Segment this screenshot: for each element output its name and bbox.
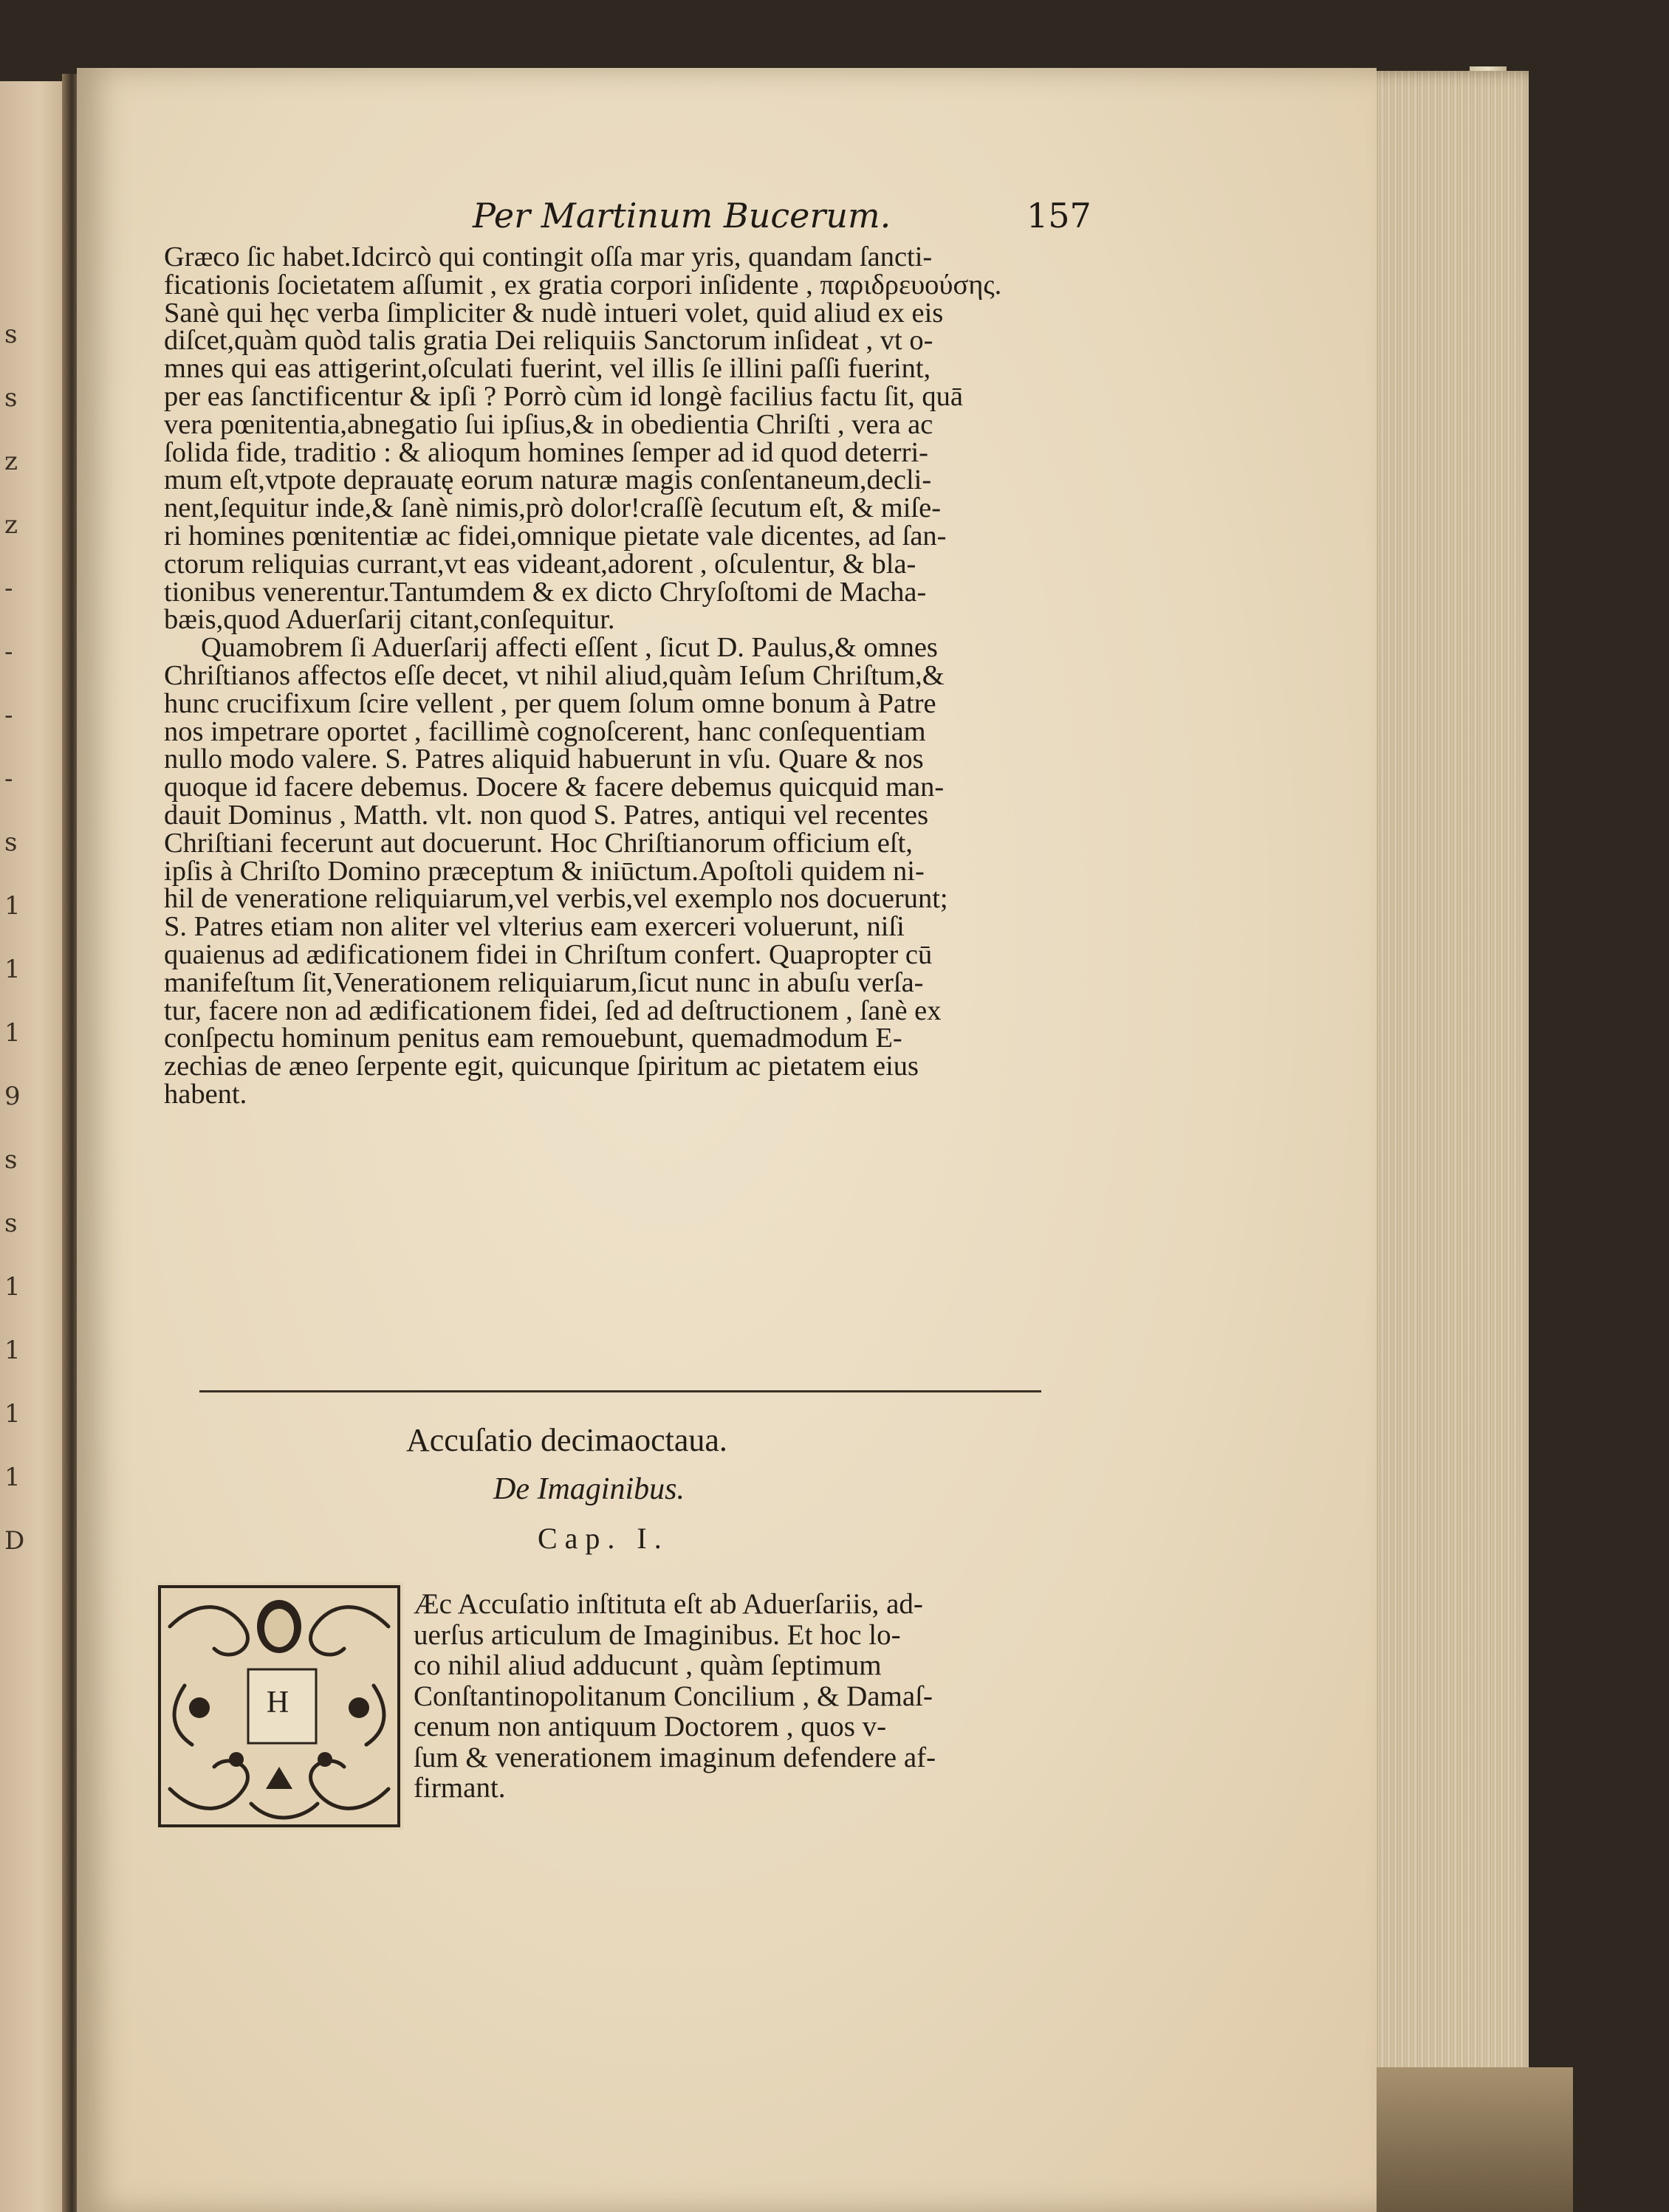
margin-letter: z bbox=[4, 510, 18, 540]
text-line: ficationis ſocietatem aſſumit , ex gratia corpori inſidente , παριδρευούσης. bbox=[164, 269, 1002, 300]
margin-letter: 9 bbox=[4, 1082, 21, 1111]
chapter-text bbox=[414, 1589, 1078, 1804]
margin-letter: 1 bbox=[4, 1336, 21, 1365]
text-line: nullo modo valere. S. Patres aliquid habuerunt in vſu. Quare & nos bbox=[164, 743, 924, 775]
text-line: tionibus venerentur.Tantumdem & ex dicto Chryſoſtomi de Macha- bbox=[164, 576, 927, 608]
margin-letter: s bbox=[4, 383, 18, 413]
margin-letter: 1 bbox=[4, 891, 21, 921]
text-line: Chriſtiani fecerunt aut docuerunt. Hoc Chriſtianorum officium eſt, bbox=[164, 827, 913, 859]
text-line: Sanè qui hęc verba ſimpliciter & nudè intueri volet, quid aliud ex eis bbox=[164, 297, 944, 329]
margin-letter: 1 bbox=[4, 1399, 21, 1429]
text-line: ſum & venerationem imaginum defendere af- bbox=[414, 1741, 936, 1773]
text-line: quoque id facere debemus. Docere & facere debemus quicquid man- bbox=[164, 772, 945, 803]
text-line: hunc crucifixum ſcire vellent , per quem ſolum omne bonum à Patre bbox=[164, 687, 936, 719]
book-cover-edge bbox=[1351, 2067, 1573, 2212]
text-line: bæis,quod Aduerſarij citant,conſequitur. bbox=[164, 604, 615, 636]
text-line: uerſus articulum de Imaginibus. Et hoc lo- bbox=[414, 1618, 901, 1651]
paragraph-2 bbox=[164, 634, 1080, 1109]
text-line: mum eſt,vtpote deprauatę eorum naturæ magis conſentaneum,decli- bbox=[164, 464, 932, 496]
margin-letter: s bbox=[4, 828, 18, 857]
page-block-fore-edge bbox=[1351, 71, 1529, 2212]
text-line: Æc Accuſatio inſtituta eſt ab Aduerſariis, ad- bbox=[414, 1588, 923, 1620]
text-line: quaienus ad ædificationem fidei in Chriſtum confert. Quapropter cū bbox=[164, 938, 933, 970]
margin-letter: s bbox=[4, 1145, 18, 1175]
section-rule bbox=[199, 1390, 1041, 1392]
left-page-margin-letters bbox=[4, 303, 27, 1573]
margin-letter: - bbox=[4, 637, 13, 667]
left-page-edge bbox=[0, 81, 65, 2212]
section-heading: Accuſatio decimaoctaua. bbox=[406, 1422, 727, 1458]
margin-letter: 1 bbox=[4, 1018, 21, 1048]
text-line: diſcet,quàm quòd talis gratia Dei reliquiis Sanctorum inſideat , vt o- bbox=[164, 325, 933, 357]
text-line: Conſtantinopolitanum Concilium , & Damaſ- bbox=[414, 1680, 933, 1712]
gutter bbox=[62, 74, 78, 2212]
body-text bbox=[164, 241, 1080, 1110]
margin-letter: 1 bbox=[4, 1272, 21, 1302]
text-line: ri homines pœnitentiæ ac fidei,omnique pietate vale dicentes, ad ſan- bbox=[164, 520, 947, 552]
initial-letter: H bbox=[266, 1686, 289, 1720]
text-line: S. Patres etiam non aliter vel vlterius eam exerceri voluerunt, niſi bbox=[164, 911, 905, 943]
text-line: co nihil aliud adducunt , quàm ſeptimum bbox=[414, 1649, 882, 1681]
text-line: ipſis à Chriſto Domino præceptum & iniūctum.Apoſtoli quidem ni- bbox=[164, 855, 925, 887]
text-line: ctorum reliquias currant,vt eas videant,adorent , oſculentur, & bla- bbox=[164, 548, 916, 580]
text-line: vera pœnitentia,abnegatio ſui ipſius,& in obedientia Chriſti , vera ac bbox=[164, 408, 933, 440]
text-line: hil de veneratione reliquiarum,vel verbis,vel exemplo nos docuerunt; bbox=[164, 883, 948, 915]
text-line: ſolida fide, traditio : & alioqum homines ſemper ad id quod deterri- bbox=[164, 436, 928, 468]
margin-letter: D bbox=[4, 1526, 25, 1556]
margin-letter: - bbox=[4, 701, 13, 730]
page-number: 157 bbox=[1027, 196, 1091, 236]
section-subheading: De Imaginibus. bbox=[493, 1472, 685, 1506]
text-line: Chriſtianos affectos eſſe decet, vt nihil aliud,quàm Ieſum Chriſtum,& bbox=[164, 659, 945, 691]
margin-letter: - bbox=[4, 764, 13, 794]
text-line: firmant. bbox=[414, 1772, 506, 1804]
margin-letter: 1 bbox=[4, 1463, 21, 1492]
text-line: tur, facere non ad ædificationem fidei, ſed ad deſtructionem , ſanè ex bbox=[164, 995, 942, 1026]
text-line: habent. bbox=[164, 1078, 247, 1110]
text-line: Quamobrem ſi Aduerſarij affecti eſſent , ſicut D. Paulus,& omnes bbox=[201, 632, 938, 664]
text-line: mnes qui eas attigerint,oſculati fuerint, vel illis ſe illini paſſi fuerint, bbox=[164, 353, 931, 385]
margin-letter: - bbox=[4, 574, 13, 603]
decorated-initial bbox=[155, 1582, 403, 1830]
running-head-title: Per Martinum Bucerum. bbox=[473, 196, 891, 236]
paragraph-1 bbox=[164, 241, 1080, 636]
text-line: nent,ſequitur inde,& ſanè nimis,prò dolor!craſſè ſecutum eſt, & miſe- bbox=[164, 492, 942, 524]
text-line: dauit Dominus , Matth. vlt. non quod S. Patres, antiqui vel recentes bbox=[164, 799, 929, 831]
text-line: zechias de æneo ſerpente egit, quicunque ſpiritum ac pietatem eius bbox=[164, 1051, 919, 1082]
chapter-number: Cap. I. bbox=[538, 1522, 669, 1555]
margin-letter: s bbox=[4, 320, 18, 349]
text-line: conſpectu hominum penitus eam remouebunt, quemadmodum E- bbox=[164, 1023, 902, 1054]
text-line: cenum non antiquum Doctorem , quos v- bbox=[414, 1711, 887, 1742]
running-head bbox=[310, 196, 1123, 240]
text-line: nos impetrare oportet , facillimè cognoſcerent, hanc conſequentiam bbox=[164, 715, 926, 747]
margin-letter: s bbox=[4, 1209, 18, 1238]
text-line: per eas ſanctificentur & ipſi ? Porrò cùm id longè facilius factu ſit, quā bbox=[164, 380, 963, 412]
text-line: Græco ſic habet.Idcircò qui contingit oſſa mar yris, quandam ſancti- bbox=[164, 241, 933, 272]
margin-letter: z bbox=[4, 447, 18, 476]
text-line: manifeſtum ſit,Venerationem reliquiarum,ſicut nunc in abuſu verſa- bbox=[164, 966, 924, 998]
margin-letter: 1 bbox=[4, 955, 21, 984]
